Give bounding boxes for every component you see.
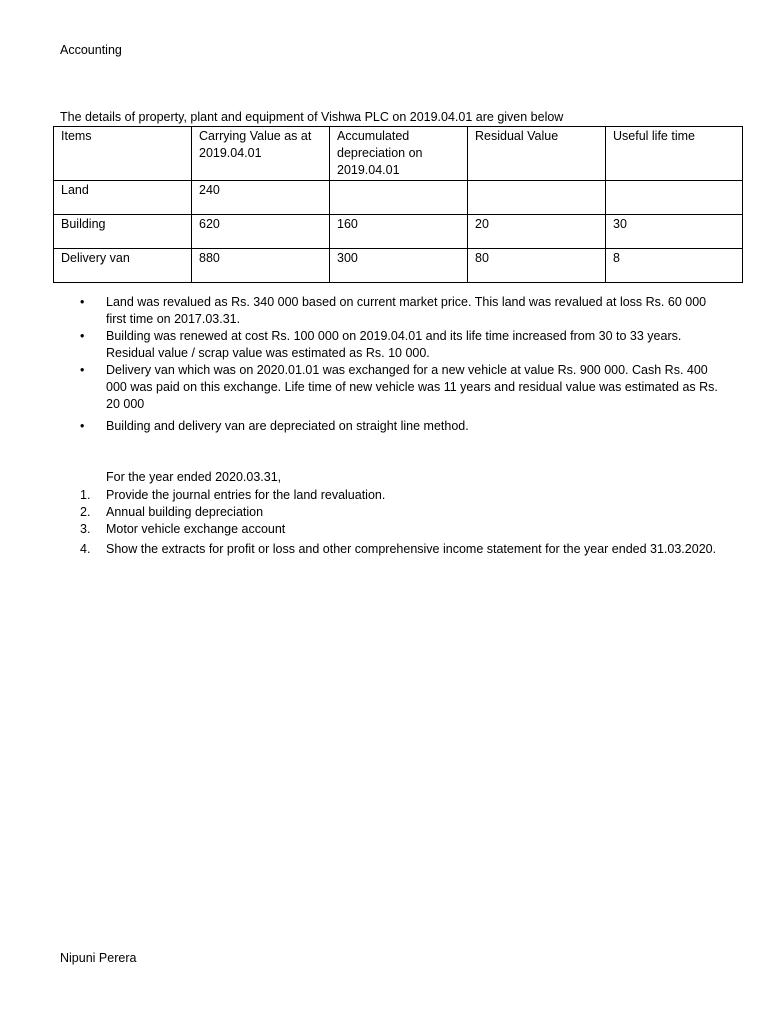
questions-heading: For the year ended 2020.03.31, <box>106 470 282 484</box>
question-text: Motor vehicle exchange account <box>106 522 286 536</box>
question-number: 3. <box>80 522 91 536</box>
table-cell: Building <box>54 215 192 249</box>
bullet-icon: • <box>80 419 85 433</box>
list-item <box>80 294 720 328</box>
list-item <box>80 362 720 413</box>
table-header-cell: Carrying Value as at 2019.04.01 <box>192 127 330 181</box>
question-text: Annual building depreciation <box>106 505 264 519</box>
table-header-cell: Items <box>54 127 192 181</box>
question-number: 2. <box>80 505 91 519</box>
table-cell: 20 <box>468 215 606 249</box>
table-cell: 30 <box>606 215 743 249</box>
list-item <box>80 418 720 435</box>
table-cell: Land <box>54 181 192 215</box>
question-text: Provide the journal entries for the land revaluation. <box>106 488 386 502</box>
table-cell: 8 <box>606 249 743 283</box>
question-number: 1. <box>80 488 91 502</box>
list-item-text: Building and delivery van are depreciated on straight line method. <box>106 419 469 433</box>
ppe-table <box>53 126 743 283</box>
table-cell: 80 <box>468 249 606 283</box>
table-cell: 300 <box>330 249 468 283</box>
document-footer: Nipuni Perera <box>60 951 137 965</box>
table-header-cell: Accumulated depreciation on 2019.04.01 <box>330 127 468 181</box>
table-cell <box>606 181 743 215</box>
question-item <box>80 504 740 521</box>
details-list <box>80 294 720 435</box>
table-cell: 880 <box>192 249 330 283</box>
list-item-text: Land was revalued as Rs. 340 000 based on current market price. This land was revalued at loss Rs. 60 000 first time on 2017.03.31. <box>106 295 707 326</box>
question-number: 4. <box>80 542 91 556</box>
table-row <box>54 249 743 283</box>
bullet-icon: • <box>80 329 85 343</box>
table-header-cell: Useful life time <box>606 127 743 181</box>
question-item <box>80 541 740 558</box>
question-item <box>80 521 740 538</box>
bullet-icon: • <box>80 295 85 309</box>
list-item <box>80 328 720 362</box>
table-header-row <box>54 127 743 181</box>
table-cell <box>330 181 468 215</box>
table-row <box>54 181 743 215</box>
bullet-icon: • <box>80 363 85 377</box>
table-cell: Delivery van <box>54 249 192 283</box>
table-cell <box>468 181 606 215</box>
table-cell: 160 <box>330 215 468 249</box>
list-item-text: Building was renewed at cost Rs. 100 000 on 2019.04.01 and its life time increased from 30 to 33 years. Residual value / scrap value was estimated as Rs. 10 000. <box>106 329 682 360</box>
table-cell: 240 <box>192 181 330 215</box>
intro-text: The details of property, plant and equipment of Vishwa PLC on 2019.04.01 are given below <box>60 110 564 124</box>
table-header-cell: Residual Value <box>468 127 606 181</box>
table-row <box>54 215 743 249</box>
question-text: Show the extracts for profit or loss and other comprehensive income statement for the year ended 31.03.2020. <box>106 542 717 556</box>
table-cell: 620 <box>192 215 330 249</box>
questions-list <box>80 487 740 558</box>
document-header: Accounting <box>60 43 122 57</box>
list-item-text: Delivery van which was on 2020.01.01 was exchanged for a new vehicle at value Rs. 900 000. Cash Rs. 400 000 was paid on this exchange. Life time of new vehicle was 11 years and residual value was estimated as Rs. 20 000 <box>106 363 718 411</box>
question-item <box>80 487 740 504</box>
